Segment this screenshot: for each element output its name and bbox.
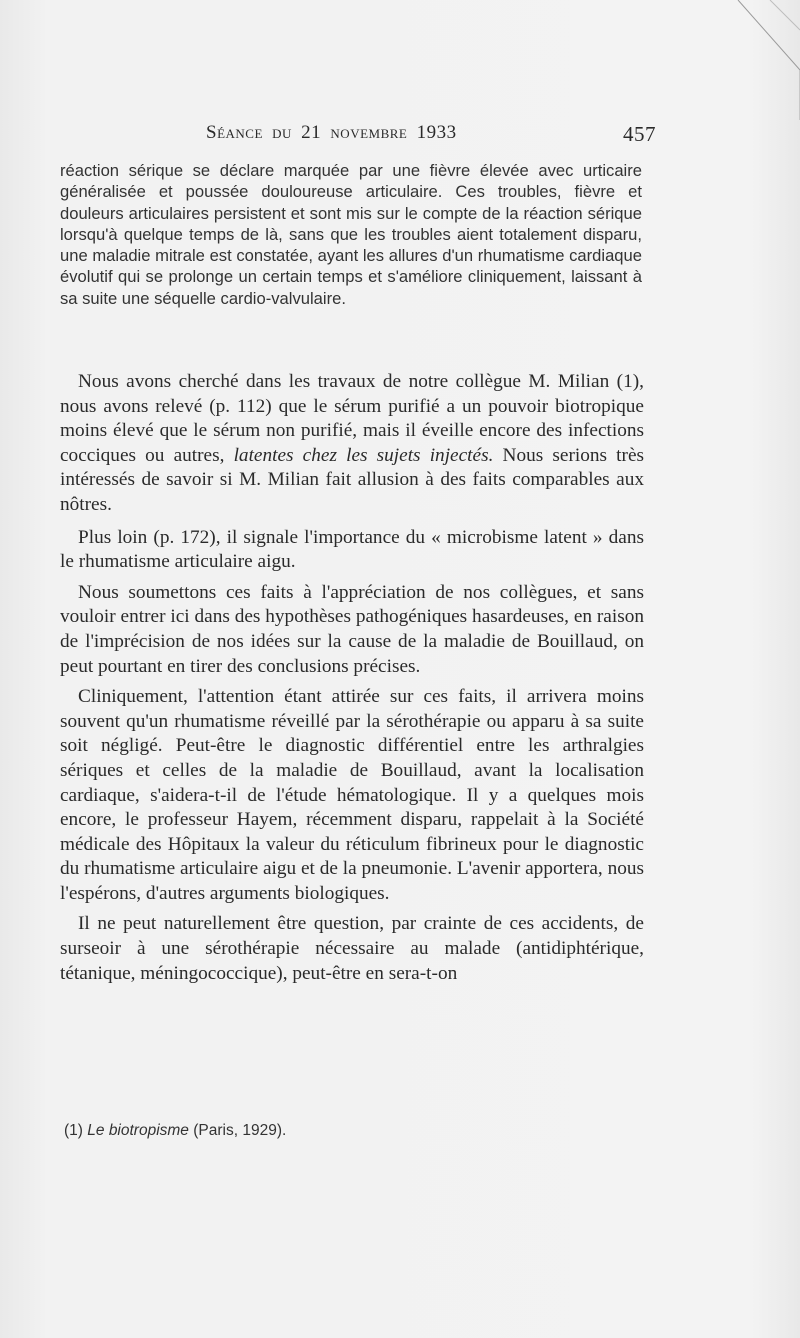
paragraph-milian: [60, 370, 644, 518]
page-header: [56, 122, 656, 152]
paragraph-clinique: Cliniquement, l'attention étant attirée sur ces faits, il arrivera moins souvent qu'un rhumatisme réveillé par la sérothérapie ou apparu à sa suite soit négligé. Peut-être le diagnostic différentiel entre les arthralgies sériques et celles de la maladie de Bouillaud, avant la localisation cardiaque, s'aidera-t-il de l'étude hématologique. Il y a quelques mois encore, le professeur Hayem, récemment disparu, rappelait à la Société médicale des Hôpitaux la valeur du réticulum fibrineux pour le diagnostic du rhumatisme articulaire aigu et de la pneumonie. L'avenir apportera, nous l'espérons, d'autres arguments biologiques.: [60, 686, 644, 904]
footnote: [64, 1122, 286, 1140]
paragraph-milian-italic: latentes chez les sujets injectés.: [233, 444, 494, 466]
intro-paragraph: réaction sérique se déclare marquée par une fièvre élevée avec urticaire généralisée et poussée douloureuse articulaire. Ces troubles, fièvre et douleurs articulaires persistent et sont mis sur le compte de la réaction sérique lorsqu'à quelque temps de là, sans que les troubles aient totalement disparu, une maladie mitrale est constatée, ayant les allures d'un rhumatisme cardiaque évolutif qui se prolonge un certain temps et s'améliore cliniquement, laissant à sa suite une séquelle cardio-valvulaire.: [60, 161, 642, 308]
footnote-details: (Paris, 1929).: [193, 1122, 287, 1139]
footnote-title: Le biotropisme: [87, 1122, 189, 1139]
main-text: [60, 370, 644, 992]
footnote-marker: (1): [64, 1122, 83, 1139]
paragraph-serotherapie: Il ne peut naturellement être question, par crainte de ces accidents, de surseoir à une sérothérapie nécessaire au malade (antidiphtérique, tétanique, méningococcique), peut-être en sera-t-on: [60, 913, 644, 984]
paragraph-microbisme: Plus loin (p. 172), il signale l'importance du « microbisme latent » dans le rhumatisme articulaire aigu.: [60, 526, 644, 573]
paragraph-milian-start: Nous avons cherché dans les travaux de notre collègue M. Milian (1), nous avons relevé (p. 112) que le sérum purifié a un pouvoir biotropique moins élevé que le sérum non purifié, mais il éveille encore des infections cocciques ou autres,: [60, 371, 644, 466]
paragraph-milian-end: Nous serions très intéressés de savoir si M. Milian fait allusion à des faits comparables aux nôtres.: [60, 444, 645, 515]
page-number: 457: [623, 122, 656, 146]
running-head: Séance du 21 novembre 1933: [206, 122, 457, 143]
paragraph-hypotheses: Nous soumettons ces faits à l'appréciation de nos collègues, et sans vouloir entrer ici dans des hypothèses pathogéniques hasardeuses, en raison de l'imprécision de nos idées sur la cause de la maladie de Bouillaud, on peut pourtant en tirer des conclusions précises.: [60, 581, 644, 677]
page-fold-mark: [730, 0, 800, 120]
